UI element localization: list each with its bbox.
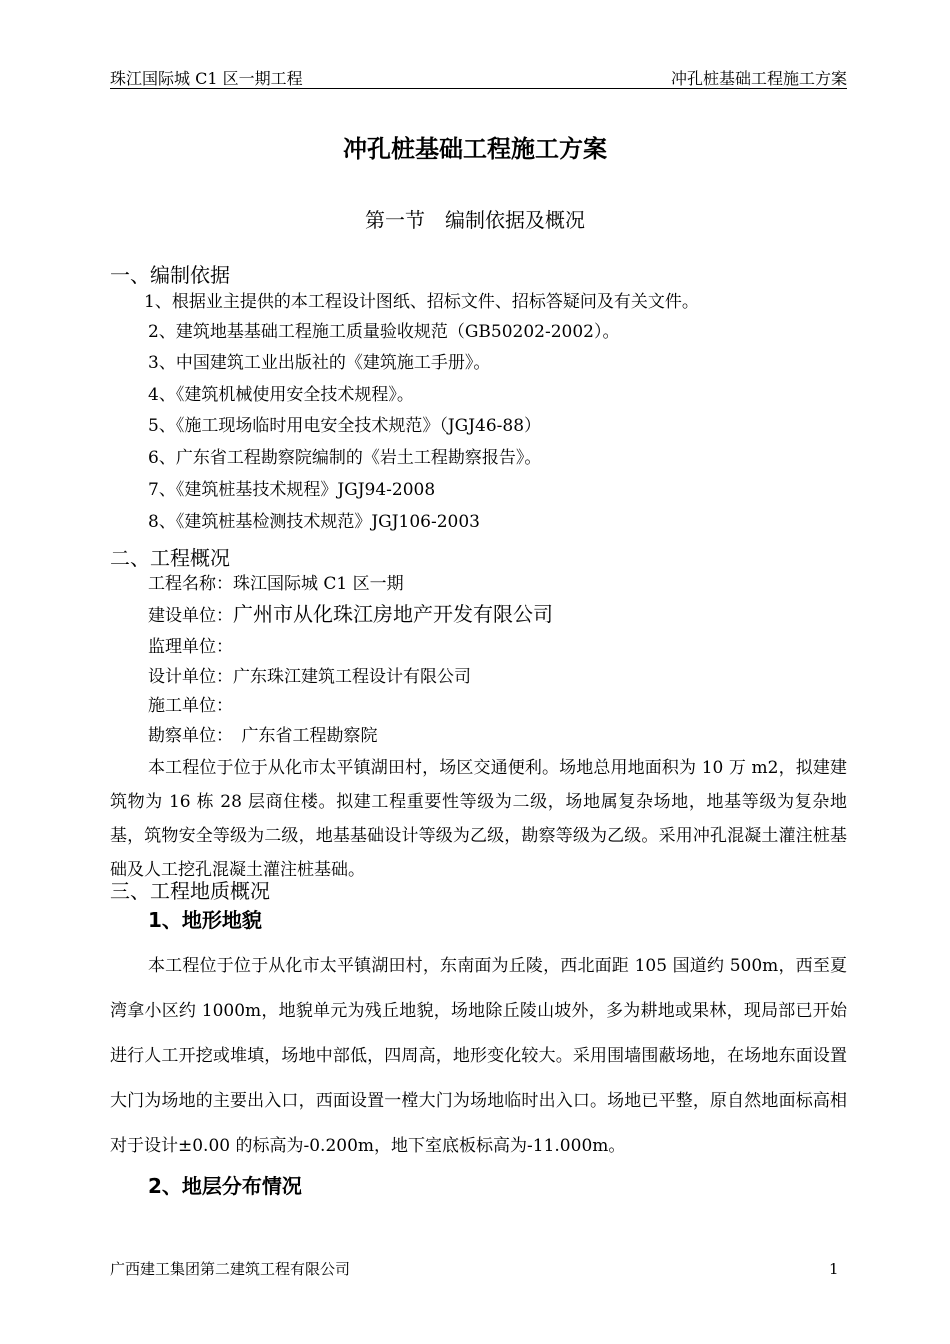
heading-geology: 三、工程地质概况 [110, 879, 270, 903]
basis-item: 8、《建筑桩基检测技术规范》JGJ106-2003 [148, 512, 480, 532]
subheading-strata: 2、地层分布情况 [148, 1174, 302, 1198]
supervisor-unit: 监理单位： [148, 637, 233, 657]
heading-basis: 一、编制依据 [110, 263, 230, 287]
builder-row [148, 598, 553, 627]
document-title: 冲孔桩基础工程施工方案 [343, 135, 607, 163]
builder-value: 广州市从化珠江房地产开发有限公司 [233, 602, 553, 626]
page-number: 1 [829, 1260, 839, 1278]
basis-item: 4、《建筑机械使用安全技术规程》。 [148, 385, 414, 405]
basis-item: 5、《施工现场临时用电安全技术规范》（JGJ46-88） [148, 416, 542, 436]
basis-item: 2、建筑地基基础工程施工质量验收规范（GB50202-2002）。 [148, 322, 620, 342]
landform-paragraph: 本工程位于位于从化市太平镇湖田村，东南面为丘陵，西北面距 105 国道约 500m，西至夏湾拿小区约 1000m，地貌单元为残丘地貌，场地除丘陵山坡外，多为耕地或果林，现局部已开始进行人工开挖或堆填，场地中部低，四周高，地形变化较大。采用围墙围蔽场地，在场地东面设置大门为场地的主要出入口，西面设置一樘大门为场地临时出入口。场地已平整，原自然地面标高相对于设计±0.00 的标高为-0.200m，地下室底板标高为-11.000m。 [110, 956, 847, 1156]
project-name: 工程名称：珠江国际城 C1 区一期 [148, 574, 404, 594]
header-left: 珠江国际城 C1 区一期工程 [110, 69, 303, 88]
basis-item: 1、根据业主提供的本工程设计图纸、招标文件、招标答疑问及有关文件。 [144, 292, 699, 312]
header-right: 冲孔桩基础工程施工方案 [670, 69, 847, 88]
header-rule [110, 88, 847, 89]
surveyor-unit: 勘察单位： 广东省工程勘察院 [148, 726, 378, 746]
heading-overview: 二、工程概况 [110, 546, 230, 570]
basis-item: 3、中国建筑工业出版社的《建筑施工手册》。 [148, 353, 491, 373]
designer-unit: 设计单位：广东珠江建筑工程设计有限公司 [148, 667, 471, 687]
basis-item: 6、广东省工程勘察院编制的《岩土工程勘察报告》。 [148, 448, 542, 468]
overview-paragraph: 本工程位于位于从化市太平镇湖田村，场区交通便利。场地总用地面积为 10 万 m2，拟建建筑物为 16 栋 28 层商住楼。拟建工程重要性等级为二级，场地属复杂场地，地基等级为复杂地基，筑物安全等级为二级，地基基础设计等级为乙级，勘察等级为乙级。采用冲孔混凝土灌注桩基础及人工挖孔混凝土灌注桩基础。 [110, 758, 847, 880]
footer-company: 广西建工集团第二建筑工程有限公司 [110, 1260, 351, 1278]
constructor-unit: 施工单位： [148, 696, 233, 716]
builder-label: 建设单位： [148, 606, 233, 626]
section-title: 第一节 编制依据及概况 [365, 208, 585, 232]
basis-item: 7、《建筑桩基技术规程》JGJ94-2008 [148, 480, 436, 500]
subheading-landform: 1、地形地貌 [148, 908, 262, 932]
